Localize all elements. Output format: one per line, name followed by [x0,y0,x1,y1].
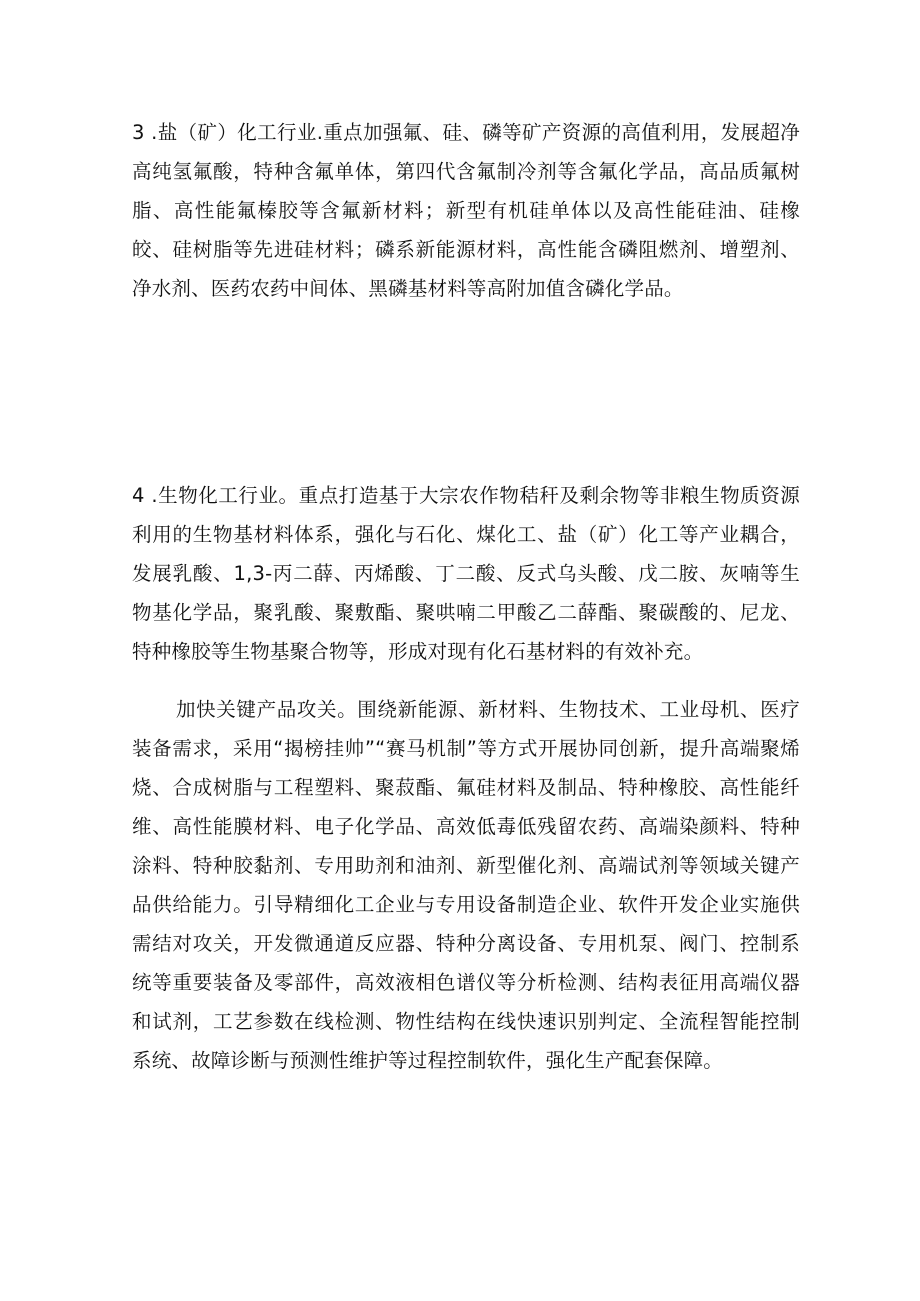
paragraph-salt-chemical-industry: 3 .盐（矿）化工行业.重点加强氟、硅、磷等矿产资源的高值利用，发展超净高纯氢氟酸，特种含氟单体，第四代含氟制冷剂等含氟化学品，高品质氟树脂、高性能氟榛胶等含氟新材料；新型有机硅单体以及高性能硅油、硅橡皎、硅树脂等先进硅材料；磷系新能源材料，高性能含磷阻燃剂、增塑剂、净水剂、医药农药中间体、黑磷基材料等高附加值含磷化学品。 [132,121,800,300]
paragraph-bio-chemical-industry: 4 .生物化工行业。重点打造基于大宗农作物秸秆及剩余物等非粮生物质资源利用的生物基材料体系，强化与石化、煤化工、盐（矿）化工等产业耦合，发展乳酸、1,3-丙二薛、丙烯酸、丁二酸、反式乌头酸、戊二胺、灰喃等生物基化学品，聚乳酸、聚敷酯、聚哄喃二甲酸乙二薛酯、聚碳酸的、尼龙、特种橡胶等生物基聚合物等，形成对现有化石基材料的有效补充。 [132,484,800,663]
paragraph-key-product-breakthrough: 加快关键产品攻关。围绕新能源、新材料、生物技术、工业母机、医疗装备需求，采用“揭榜挂帅”“赛马机制”等方式开展协同创新，提升高端聚烯烧、合成树脂与工程塑料、聚菽酯、氟硅材料及制品、特种橡胶、高性能纤维、高性能膜材料、电子化学品、高效低毒低残留农药、高端染颜料、特种涂料、特种胶黏剂、专用助剂和油剂、新型催化剂、高端试剂等领域关键产品供给能力。引导精细化工企业与专用设备制造企业、软件开发企业实施供需结对攻关，开发微通道反应器、特种分离设备、专用机泵、阀门、控制系统等重要装备及零部件，高效液相色谱仪等分析检测、结构表征用高端仪器和试剂，工艺参数在线检测、物性结构在线快速识别判定、全流程智能控制系统、故障诊断与预测性维护等过程控制软件，强化生产配套保障。 [132,698,800,1072]
